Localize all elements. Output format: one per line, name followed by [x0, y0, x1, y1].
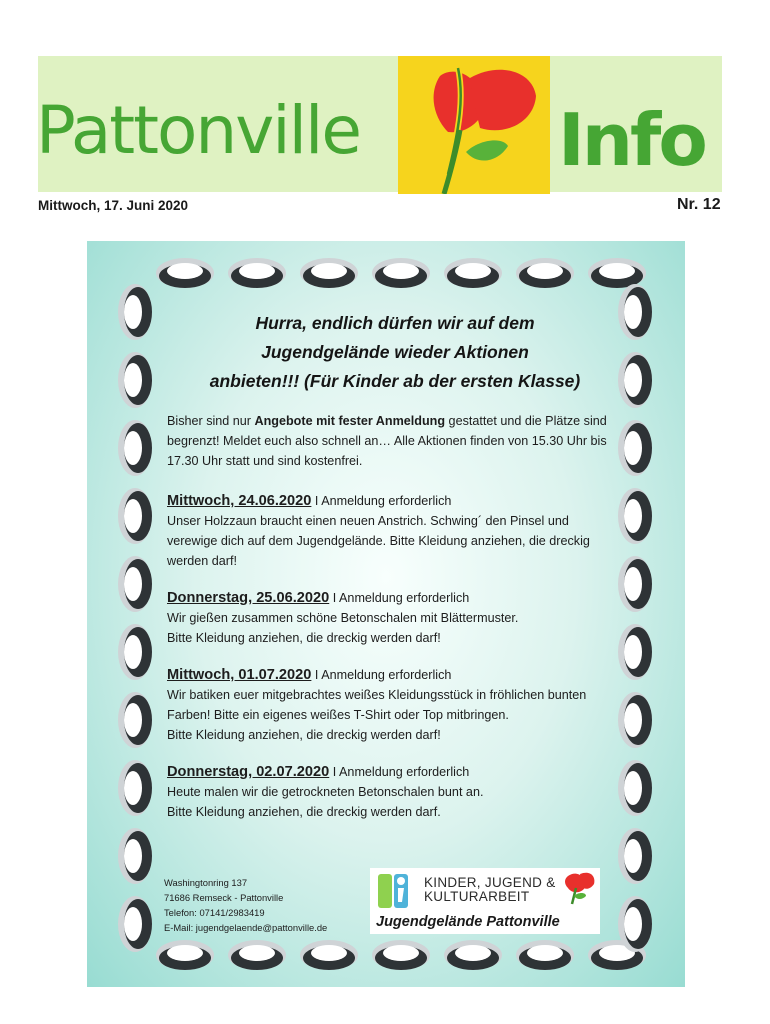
small-tulip-icon [560, 870, 596, 906]
decorative-ring [443, 257, 503, 289]
event-block [167, 665, 607, 745]
decorative-ring [617, 419, 653, 477]
logo-line: KINDER, JUGEND & [424, 875, 556, 890]
decorative-ring [617, 895, 653, 953]
event-dress-note: Bitte Kleidung anziehen, die dreckig werden darf. [167, 805, 441, 819]
decorative-ring [515, 939, 575, 971]
intro-emphasis: Angebote mit fester Anmeldung [254, 414, 446, 428]
kids-figure-icon [374, 872, 424, 912]
event-description: Heute malen wir die getrockneten Betonschalen bunt an. [167, 785, 484, 799]
decorative-ring [117, 283, 153, 341]
event-note: I Anmeldung erforderlich [329, 765, 470, 779]
event-block [167, 491, 607, 571]
event-note: I Anmeldung erforderlich [311, 668, 452, 682]
event-dress-note: Bitte Kleidung anziehen, die dreckig werden darf! [167, 631, 441, 645]
decorative-ring [117, 419, 153, 477]
heading-line: Hurra, endlich dürfen wir auf dem [255, 313, 535, 333]
poster-heading [163, 309, 627, 396]
tulip-logo [398, 56, 550, 194]
decorative-ring [617, 487, 653, 545]
decorative-ring [117, 623, 153, 681]
intro-paragraph [167, 411, 607, 471]
event-block [167, 588, 607, 648]
logo-subtitle: Jugendgelände Pattonville [376, 914, 560, 930]
event-description: Wir gießen zusammen schöne Betonschalen mit Blättermuster. [167, 611, 519, 625]
decorative-ring [617, 827, 653, 885]
decorative-ring [227, 939, 287, 971]
event-poster [87, 241, 685, 987]
intro-text: gestattet und die Plätze sind begrenzt! Meldet euch also schnell an… Alle Aktionen finden von 15.30 Uhr bis 17.30 Uhr statt und sind kostenfrei. [167, 414, 607, 468]
decorative-ring [117, 351, 153, 409]
event-description: Wir batiken euer mitgebrachtes weißes Kleidungsstück in fröhlichen bunten Farben! Bitte ein eigenes weißes T-Shirt oder Top mitbringen. [167, 688, 587, 722]
event-date: Donnerstag, 02.07.2020 [167, 764, 330, 780]
kinder-jugend-logo [370, 868, 600, 934]
decorative-ring [117, 691, 153, 749]
event-date: Donnerstag, 25.06.2020 [167, 590, 330, 606]
event-note: I Anmeldung erforderlich [311, 494, 452, 508]
event-note: I Anmeldung erforderlich [329, 591, 470, 605]
masthead-title-left: Pattonville [36, 92, 360, 169]
masthead-title-right: Info [558, 98, 705, 182]
decorative-ring [443, 939, 503, 971]
contact-email: E-Mail: jugendgelaende@pattonville.de [164, 922, 328, 933]
decorative-ring [117, 759, 153, 817]
decorative-ring [117, 487, 153, 545]
decorative-ring [155, 257, 215, 289]
decorative-ring [617, 759, 653, 817]
heading-line: Jugendgelände wieder Aktionen [261, 342, 529, 362]
event-date: Mittwoch, 01.07.2020 [167, 667, 312, 683]
contact-city: 71686 Remseck - Pattonville [164, 892, 284, 903]
decorative-ring [299, 257, 359, 289]
contact-phone: Telefon: 07141/2983419 [164, 907, 265, 918]
decorative-ring [371, 257, 431, 289]
intro-text: Bisher sind nur [167, 414, 255, 428]
decorative-ring [617, 555, 653, 613]
tulip-icon [398, 56, 550, 194]
decorative-ring [155, 939, 215, 971]
event-dress-note: Bitte Kleidung anziehen, die dreckig werden darf! [167, 728, 441, 742]
logo-text [424, 876, 556, 904]
poster-body [167, 411, 607, 839]
decorative-ring [617, 691, 653, 749]
heading-line: anbieten!!! (Für Kinder ab der ersten Klasse) [209, 371, 581, 391]
event-block [167, 762, 607, 822]
event-description: Unser Holzzaun braucht einen neuen Anstrich. Schwing´ den Pinsel und verewige dich auf dem Jugendgelände. Bitte Kleidung anziehen, die dreckig werden darf! [167, 514, 590, 568]
decorative-ring [299, 939, 359, 971]
decorative-ring [117, 555, 153, 613]
issue-date: Mittwoch, 17. Juni 2020 [38, 198, 189, 213]
issue-number: Nr. 12 [677, 196, 721, 213]
event-date: Mittwoch, 24.06.2020 [167, 493, 312, 509]
decorative-ring [227, 257, 287, 289]
contact-address: Washingtonring 137 [164, 877, 248, 888]
contact-info [164, 875, 327, 935]
decorative-ring [371, 939, 431, 971]
decorative-ring [515, 257, 575, 289]
decorative-ring [117, 895, 153, 953]
logo-line: KULTURARBEIT [424, 889, 530, 904]
decorative-ring [117, 827, 153, 885]
decorative-ring [617, 623, 653, 681]
